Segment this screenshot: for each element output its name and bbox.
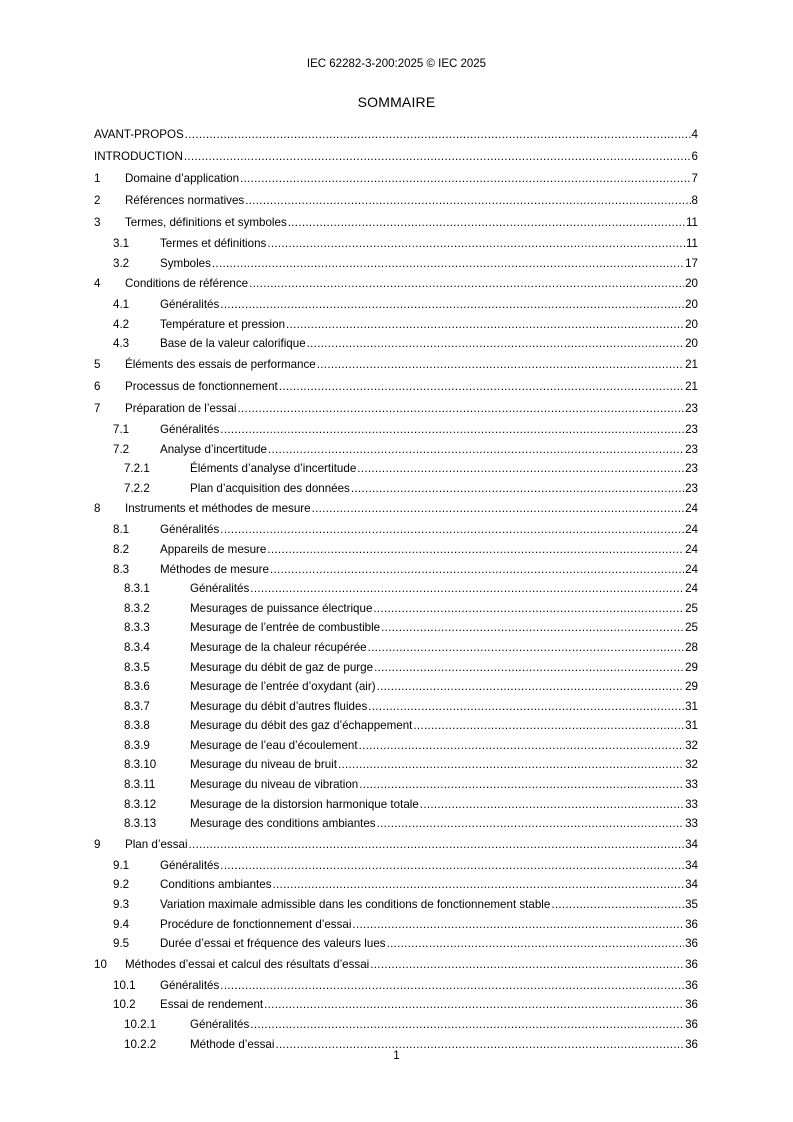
toc-entry[interactable] bbox=[94, 856, 698, 876]
toc-entry-number: 8.3.13 bbox=[124, 817, 157, 831]
toc-entry-title: Symboles bbox=[160, 256, 211, 270]
toc-entry-page: 29 bbox=[685, 660, 698, 674]
toc-entry-number: 9.4 bbox=[113, 917, 130, 931]
toc-entry-number: 8.3.12 bbox=[124, 797, 157, 811]
toc-entry[interactable] bbox=[94, 212, 698, 234]
toc-entry-page: 36 bbox=[685, 917, 698, 931]
toc-entry[interactable] bbox=[94, 540, 698, 560]
dot-leader bbox=[368, 638, 685, 658]
toc-entry-title: Méthode d’essai bbox=[190, 1037, 275, 1051]
toc-entry-page: 31 bbox=[685, 699, 698, 713]
toc-entry[interactable] bbox=[94, 376, 698, 398]
toc-entry[interactable] bbox=[94, 599, 698, 619]
toc-entry-page: 23 bbox=[685, 462, 698, 476]
toc-entry-title: Généralités bbox=[160, 422, 220, 436]
toc-entry-page: 36 bbox=[685, 937, 698, 951]
dot-leader bbox=[373, 599, 684, 619]
page-title: SOMMAIRE bbox=[357, 94, 436, 110]
toc-entry-page: 36 bbox=[685, 1037, 698, 1051]
toc-entry-title: Mesurage du débit des gaz d’échappement bbox=[190, 719, 413, 733]
toc-entry-number: 5 bbox=[94, 357, 101, 371]
toc-entry[interactable] bbox=[94, 814, 698, 834]
toc-entry[interactable] bbox=[94, 234, 698, 254]
toc-entry-page: 33 bbox=[685, 797, 698, 811]
toc-entry[interactable] bbox=[94, 398, 698, 420]
dot-leader bbox=[377, 814, 684, 834]
toc-entry[interactable] bbox=[94, 498, 698, 520]
toc-entry-number: 10 bbox=[94, 957, 107, 971]
toc-entry-page: 11 bbox=[685, 237, 698, 250]
toc-entry-number: 8.3 bbox=[113, 562, 130, 576]
toc-entry[interactable] bbox=[94, 658, 698, 678]
toc-entry-page: 23 bbox=[685, 442, 698, 456]
toc-entry[interactable] bbox=[94, 560, 698, 580]
toc-entry[interactable] bbox=[94, 1015, 698, 1035]
toc-entry-page: 28 bbox=[685, 640, 698, 654]
dot-leader bbox=[185, 124, 691, 146]
toc-entry-title: Processus de fonctionnement bbox=[125, 379, 278, 393]
toc-entry-page: 24 bbox=[685, 502, 698, 516]
toc-entry-page: 20 bbox=[685, 317, 698, 331]
toc-entry-number: 7 bbox=[94, 401, 101, 415]
toc-entry-page: 6 bbox=[691, 150, 698, 163]
dot-leader bbox=[370, 954, 684, 976]
page-number: 1 bbox=[393, 1050, 400, 1062]
toc-entry[interactable] bbox=[94, 697, 698, 717]
toc-entry-title: Variation maximale admissible dans les conditions de fonctionnement stable bbox=[160, 898, 551, 912]
toc-entry-title: Domaine d’application bbox=[125, 172, 240, 185]
toc-entry[interactable] bbox=[94, 254, 698, 274]
toc-entry-page: 4 bbox=[691, 128, 698, 141]
toc-entry-number: 1 bbox=[94, 172, 101, 185]
toc-entry-title: Méthodes d’essai et calcul des résultats d’essai bbox=[125, 957, 370, 971]
dot-leader bbox=[338, 755, 684, 775]
toc-entry[interactable] bbox=[94, 775, 698, 795]
toc-entry-page: 24 bbox=[685, 542, 698, 556]
dot-leader bbox=[220, 420, 684, 440]
toc-entry-title: Généralités bbox=[160, 298, 220, 312]
dot-leader bbox=[249, 273, 684, 295]
dot-leader bbox=[420, 795, 684, 815]
toc-entry[interactable] bbox=[94, 579, 698, 599]
toc-entry-number: 10.2 bbox=[113, 998, 136, 1012]
toc-entry-number: 9.1 bbox=[113, 858, 130, 872]
toc-entry-number: 7.2.2 bbox=[124, 481, 150, 495]
toc-entry-title: Durée d’essai et fréquence des valeurs lues bbox=[160, 937, 386, 951]
toc-entry-number: 8.3.3 bbox=[124, 621, 150, 635]
toc-entry[interactable] bbox=[94, 168, 698, 190]
toc-entry-title: Mesurage de la chaleur récupérée bbox=[190, 640, 367, 654]
toc-entry-number: 3.1 bbox=[113, 237, 130, 250]
toc-entry-page: 32 bbox=[685, 758, 698, 772]
toc-entry-page: 36 bbox=[685, 998, 698, 1012]
toc-entry-number: 9.5 bbox=[113, 937, 130, 951]
dot-leader bbox=[212, 254, 684, 274]
toc-entry-number: 9 bbox=[94, 837, 101, 851]
toc-entry-number: 4 bbox=[94, 277, 101, 291]
toc-entry-number: 8.3.6 bbox=[124, 680, 150, 694]
toc-entry-title: Méthodes de mesure bbox=[160, 562, 269, 576]
dot-leader bbox=[267, 234, 685, 254]
toc-entry-title: Mesurage de l’entrée de combustible bbox=[190, 621, 381, 635]
dot-leader bbox=[374, 658, 684, 678]
toc-entry-page: 21 bbox=[685, 357, 698, 371]
dot-leader bbox=[273, 875, 685, 895]
toc-entry-number: 8.3.5 bbox=[124, 660, 150, 674]
dot-leader bbox=[279, 376, 684, 398]
toc-entry[interactable] bbox=[94, 795, 698, 815]
dot-leader bbox=[368, 697, 684, 717]
toc-entry[interactable] bbox=[94, 315, 698, 335]
toc-entry[interactable] bbox=[94, 677, 698, 697]
dot-leader bbox=[189, 834, 685, 856]
toc-entry-title: Généralités bbox=[160, 978, 220, 992]
toc-entry-number: 8.3.1 bbox=[124, 582, 150, 596]
toc-entry[interactable] bbox=[94, 440, 698, 460]
toc-entry-page: 31 bbox=[685, 719, 698, 733]
toc-entry[interactable] bbox=[94, 459, 698, 479]
toc-entry-page: 33 bbox=[685, 778, 698, 792]
toc-entry-title: Mesurage des conditions ambiantes bbox=[190, 817, 376, 831]
toc-entry-title: Mesurages de puissance électrique bbox=[190, 601, 373, 615]
toc-entry[interactable] bbox=[94, 124, 698, 146]
document-header: IEC 62282-3-200:2025 © IEC 2025 bbox=[306, 58, 487, 70]
toc-entry-page: 36 bbox=[685, 978, 698, 992]
toc-entry-page: 32 bbox=[685, 738, 698, 752]
dot-leader bbox=[317, 354, 684, 376]
toc-entry-title: Généralités bbox=[160, 523, 220, 537]
toc-entry-number: 9.3 bbox=[113, 898, 130, 912]
dot-leader bbox=[240, 168, 690, 190]
toc-entry-number: 4.2 bbox=[113, 317, 130, 331]
toc-entry-number: 8.1 bbox=[113, 523, 130, 537]
toc-entry-page: 36 bbox=[685, 1018, 698, 1031]
toc-entry-title: Procédure de fonctionnement d’essai bbox=[160, 917, 352, 931]
toc-entry-title: Mesurage de l’eau d’écoulement bbox=[190, 738, 358, 752]
dot-leader bbox=[352, 915, 684, 935]
toc-entry[interactable] bbox=[94, 295, 698, 315]
toc-entry-page: 20 bbox=[685, 277, 698, 291]
toc-entry-title: Mesurage de la distorsion harmonique totale bbox=[190, 797, 419, 811]
dot-leader bbox=[359, 736, 685, 756]
dot-leader bbox=[220, 295, 684, 315]
dot-leader bbox=[359, 775, 684, 795]
toc-entry-title: Plan d’essai bbox=[125, 837, 188, 851]
toc-entry-page: 34 bbox=[685, 837, 698, 851]
toc-entry-title: AVANT-PROPOS bbox=[94, 128, 184, 141]
dot-leader bbox=[238, 398, 685, 420]
toc-entry-number: 8.3.11 bbox=[124, 778, 156, 792]
toc-entry-title: Température et pression bbox=[160, 317, 286, 331]
toc-entry-title: Appareils de mesure bbox=[160, 542, 267, 556]
dot-leader bbox=[250, 579, 684, 599]
toc-entry-number: 10.2.1 bbox=[124, 1018, 157, 1031]
table-of-contents bbox=[94, 124, 698, 1054]
toc-entry-title: Essai de rendement bbox=[160, 998, 264, 1012]
toc-entry-page: 23 bbox=[685, 422, 698, 436]
toc-entry-page: 24 bbox=[685, 582, 698, 596]
toc-entry[interactable] bbox=[94, 875, 698, 895]
toc-entry-title: Plan d’acquisition des données bbox=[190, 481, 350, 495]
toc-entry-number: 10.2.2 bbox=[124, 1037, 157, 1051]
toc-entry[interactable] bbox=[94, 638, 698, 658]
dot-leader bbox=[387, 934, 685, 954]
toc-entry-number: 7.2 bbox=[113, 442, 130, 456]
toc-entry-page: 7 bbox=[691, 172, 698, 185]
toc-entry[interactable] bbox=[94, 618, 698, 638]
toc-entry-number: 4.1 bbox=[113, 298, 130, 312]
toc-entry-title: Mesurage du niveau de bruit bbox=[190, 758, 337, 772]
toc-entry-title: Mesurage du niveau de vibration bbox=[190, 778, 359, 792]
toc-entry-number: 8.3.10 bbox=[124, 758, 157, 772]
toc-entry-page: 34 bbox=[685, 878, 698, 892]
toc-entry[interactable] bbox=[94, 755, 698, 775]
toc-entry[interactable] bbox=[94, 354, 698, 376]
dot-leader bbox=[312, 498, 685, 520]
toc-entry-title: Mesurage du débit de gaz de purge bbox=[190, 660, 374, 674]
dot-leader bbox=[220, 856, 684, 876]
dot-leader bbox=[288, 212, 685, 234]
toc-entry-number: 8.3.7 bbox=[124, 699, 150, 713]
toc-entry-number: 3.2 bbox=[113, 256, 130, 270]
dot-leader bbox=[267, 540, 684, 560]
dot-leader bbox=[286, 315, 684, 335]
toc-entry-number: 8.3.2 bbox=[124, 601, 150, 615]
toc-entry-title: Termes, définitions et symboles bbox=[125, 216, 287, 229]
dot-leader bbox=[413, 716, 684, 736]
toc-entry[interactable] bbox=[94, 520, 698, 540]
toc-entry[interactable] bbox=[94, 934, 698, 954]
dot-leader bbox=[357, 459, 684, 479]
toc-entry-page: 17 bbox=[685, 256, 698, 270]
toc-entry[interactable] bbox=[94, 146, 698, 168]
dot-leader bbox=[351, 479, 684, 499]
toc-entry-page: 24 bbox=[685, 523, 698, 537]
toc-entry[interactable] bbox=[94, 190, 698, 212]
toc-entry-title: Conditions ambiantes bbox=[160, 878, 272, 892]
toc-entry-title: Mesurage de l’entrée d’oxydant (air) bbox=[190, 680, 376, 694]
toc-entry-page: 29 bbox=[685, 680, 698, 694]
toc-entry[interactable] bbox=[94, 479, 698, 499]
dot-leader bbox=[307, 334, 684, 354]
toc-entry[interactable] bbox=[94, 273, 698, 295]
toc-entry-title: Conditions de référence bbox=[125, 277, 249, 291]
toc-entry-number: 8.3.4 bbox=[124, 640, 150, 654]
toc-entry-page: 24 bbox=[685, 562, 698, 576]
toc-entry-title: Généralités bbox=[190, 582, 250, 596]
toc-entry-number: 7.2.1 bbox=[124, 462, 150, 476]
toc-entry-page: 34 bbox=[685, 858, 698, 872]
toc-entry[interactable] bbox=[94, 976, 698, 996]
dot-leader bbox=[245, 190, 690, 212]
toc-entry-number: 9.2 bbox=[113, 878, 130, 892]
toc-entry-page: 25 bbox=[685, 601, 698, 615]
toc-entry-page: 20 bbox=[685, 337, 698, 351]
toc-entry-number: 8.2 bbox=[113, 542, 130, 556]
toc-entry-title: Analyse d’incertitude bbox=[160, 442, 267, 456]
toc-entry-number: 8.3.8 bbox=[124, 719, 150, 733]
toc-entry[interactable] bbox=[94, 834, 698, 856]
toc-entry[interactable] bbox=[94, 995, 698, 1015]
toc-entry-page: 35 bbox=[685, 898, 698, 912]
toc-entry-number: 3 bbox=[94, 216, 101, 229]
toc-entry-title: Références normatives bbox=[125, 194, 245, 207]
dot-leader bbox=[250, 1015, 684, 1035]
toc-entry[interactable] bbox=[94, 895, 698, 915]
dot-leader bbox=[381, 618, 684, 638]
toc-entry-title: Éléments des essais de performance bbox=[125, 357, 316, 371]
toc-entry-page: 23 bbox=[685, 401, 698, 415]
toc-entry-page: 23 bbox=[685, 481, 698, 495]
toc-entry[interactable] bbox=[94, 716, 698, 736]
dot-leader bbox=[264, 995, 684, 1015]
toc-entry-page: 21 bbox=[685, 379, 698, 393]
toc-entry-title: Éléments d’analyse d’incertitude bbox=[190, 462, 357, 476]
toc-entry-title: Préparation de l’essai bbox=[125, 401, 237, 415]
toc-entry-page: 25 bbox=[685, 621, 698, 635]
toc-entry-number: 8.3.9 bbox=[124, 738, 150, 752]
dot-leader bbox=[377, 677, 684, 697]
toc-entry-number: 2 bbox=[94, 194, 101, 207]
toc-entry-number: 4.3 bbox=[113, 337, 130, 351]
toc-entry-page: 11 bbox=[685, 216, 698, 229]
toc-entry-page: 8 bbox=[691, 194, 698, 207]
dot-leader bbox=[268, 440, 684, 460]
toc-entry-title: Généralités bbox=[160, 858, 220, 872]
toc-entry-page: 20 bbox=[685, 298, 698, 312]
toc-entry[interactable] bbox=[94, 334, 698, 354]
toc-entry[interactable] bbox=[94, 420, 698, 440]
toc-entry-title: Termes et définitions bbox=[160, 237, 267, 250]
toc-entry[interactable] bbox=[94, 954, 698, 976]
toc-entry-number: 7.1 bbox=[113, 422, 130, 436]
toc-entry-title: INTRODUCTION bbox=[94, 150, 183, 163]
toc-entry-number: 10.1 bbox=[113, 978, 136, 992]
dot-leader bbox=[551, 895, 684, 915]
dot-leader bbox=[220, 976, 684, 996]
toc-entry-title: Instruments et méthodes de mesure bbox=[125, 502, 311, 516]
dot-leader bbox=[270, 560, 684, 580]
toc-entry-page: 33 bbox=[685, 817, 698, 831]
toc-entry-title: Mesurage du débit d’autres fluides bbox=[190, 699, 368, 713]
toc-entry[interactable] bbox=[94, 915, 698, 935]
toc-entry-title: Base de la valeur calorifique bbox=[160, 337, 306, 351]
dot-leader bbox=[220, 520, 684, 540]
toc-entry-page: 36 bbox=[685, 957, 698, 971]
toc-entry-number: 6 bbox=[94, 379, 101, 393]
toc-entry-number: 8 bbox=[94, 502, 101, 516]
toc-entry-title: Généralités bbox=[190, 1018, 250, 1031]
toc-entry[interactable] bbox=[94, 736, 698, 756]
dot-leader bbox=[184, 146, 691, 168]
